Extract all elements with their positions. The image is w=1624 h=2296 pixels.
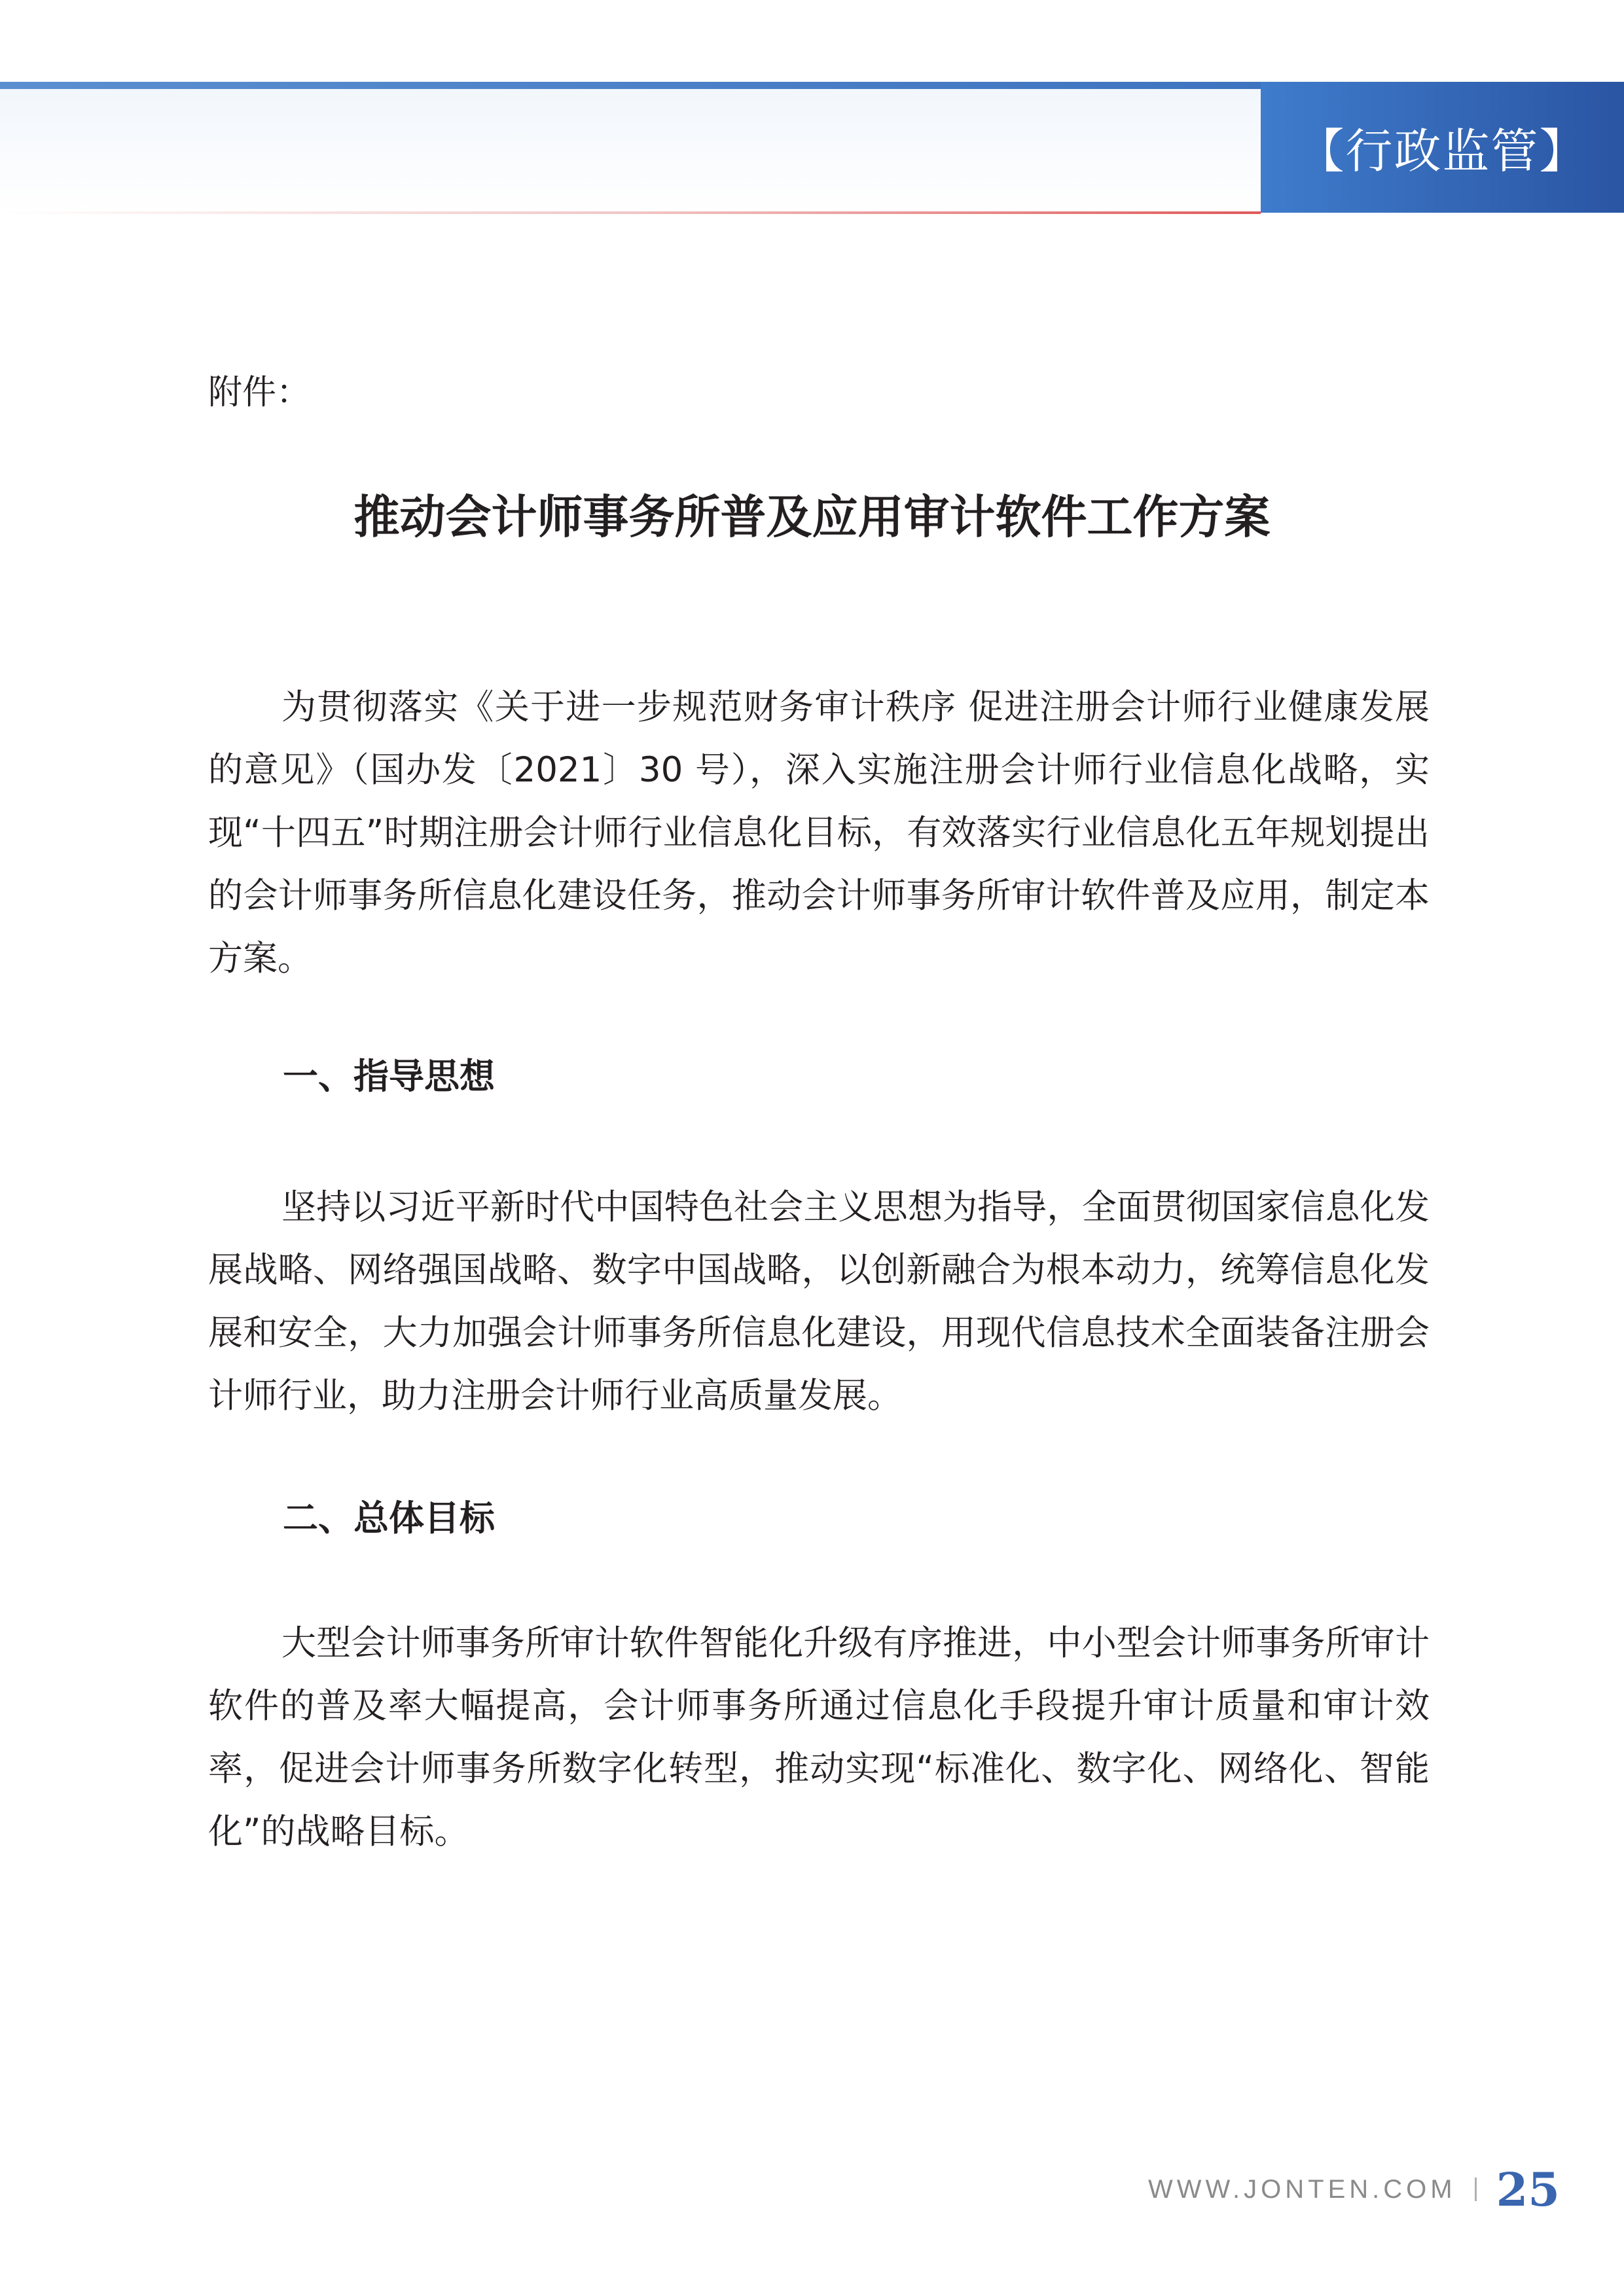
section-tab xyxy=(1261,82,1624,213)
section-heading-overall-goal: 二、总体目标 xyxy=(283,1498,495,1539)
header-underline xyxy=(0,211,1261,214)
document-title: 推动会计师事务所普及应用审计软件工作方案 xyxy=(353,490,1271,544)
section-body-guiding-thought: 坚持以习近平新时代中国特色社会主义思想为指导，全面贯彻国家信息化发展战略、网络强国战略、数字中国战略，以创新融合为根本动力，统筹信息化发展和安全，大力加强会计师事务所信息化建设，用现代信息技术全面装备注册会计师行业，助力注册会计师行业高质量发展。 xyxy=(208,1187,1430,1416)
section-label: 【行政监管】 xyxy=(1297,124,1588,179)
footer-divider xyxy=(1475,2178,1477,2201)
header-accent-line xyxy=(0,82,1261,89)
attachment-label: 附件： xyxy=(208,373,311,412)
footer-website: WWW.JONTEN.COM xyxy=(1147,2174,1456,2204)
section-heading-guiding-thought: 一、指导思想 xyxy=(283,1056,495,1097)
header-band xyxy=(0,82,1261,213)
page-footer xyxy=(1148,2160,1560,2219)
section-body-overall-goal: 大型会计师事务所审计软件智能化升级有序推进，中小型会计师事务所审计软件的普及率大幅提高，会计师事务所通过信息化手段提升审计质量和审计效率，促进会计师事务所数字化转型，推动实现“标准化、数字化、网络化、智能化”的战略目标。 xyxy=(208,1623,1430,1852)
page-number: 25 xyxy=(1496,2162,1560,2217)
intro-paragraph: 为贯彻落实《关于进一步规范财务审计秩序 促进注册会计师行业健康发展的意见》（国办发〔2021〕30 号），深入实施注册会计师行业信息化战略，实现“十四五”时期注册会计师行业信息化目标，有效落实行业信息化五年规划提出的会计师事务所信息化建设任务，推动会计师事务所审计软件普及应用，制定本方案。 xyxy=(208,687,1430,978)
